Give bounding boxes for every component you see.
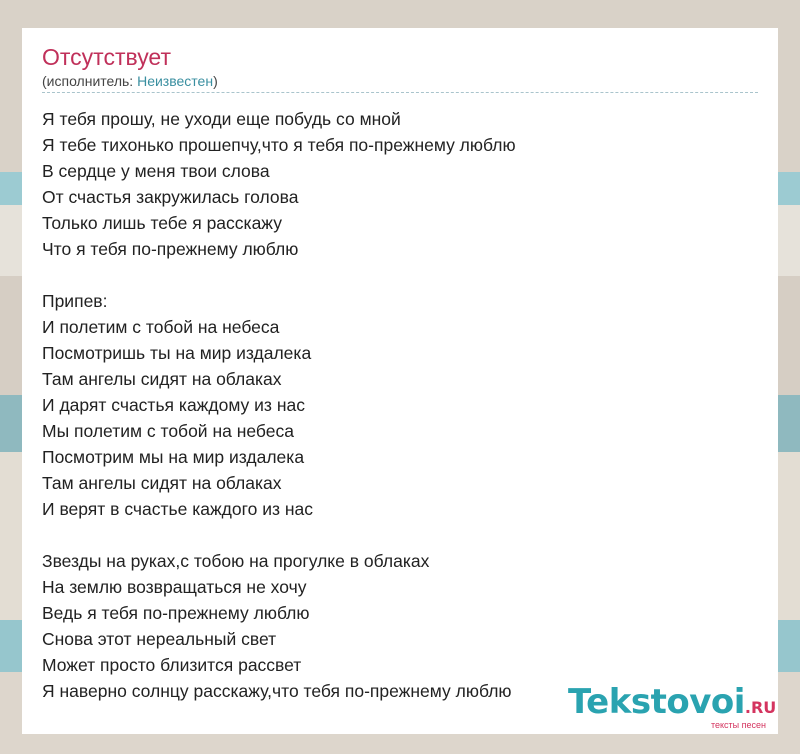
chorus-label: Припев: — [42, 291, 108, 311]
lyric-line: Звезды на руках,с тобою на прогулке в облаках — [42, 551, 430, 571]
lyric-line: Я наверно солнцу расскажу,что тебя по-прежнему люблю — [42, 681, 512, 701]
lyric-line: И дарят счастья каждому из нас — [42, 395, 305, 415]
lyric-line: От счастья закружилась голова — [42, 187, 299, 207]
lyric-line: Может просто близится рассвет — [42, 655, 302, 675]
logo-domain: .RU — [744, 698, 777, 717]
lyric-line: Там ангелы сидят на облаках — [42, 473, 282, 493]
lyric-line: Мы полетим с тобой на небеса — [42, 421, 294, 441]
logo-tagline: тексты песен — [710, 720, 766, 730]
site-logo[interactable] — [568, 682, 777, 732]
lyric-line: Посмотрим мы на мир издалека — [42, 447, 305, 467]
lyric-line: Что я тебя по-прежнему люблю — [42, 239, 299, 259]
artist-line — [42, 73, 218, 89]
lyric-line: Снова этот нереальный свет — [42, 629, 277, 649]
lyrics-text — [42, 106, 762, 704]
lyrics-card — [22, 28, 778, 734]
lyric-line: Посмотришь ты на мир издалека — [42, 343, 312, 363]
lyric-line: Только лишь тебе я расскажу — [42, 213, 282, 233]
stanza-break — [42, 522, 762, 548]
song-title: Отсутствует — [42, 44, 171, 70]
lyric-line: Там ангелы сидят на облаках — [42, 369, 282, 389]
lyric-line: Я тебя прошу, не уходи еще побудь со мной — [42, 109, 401, 129]
lyric-line: На землю возвращаться не хочу — [42, 577, 307, 597]
artist-prefix: (исполнитель: — [42, 73, 138, 89]
lyric-line: Я тебе тихонько прошепчу,что я тебя по-прежнему люблю — [42, 135, 516, 155]
artist-suffix: ) — [213, 73, 218, 89]
logo-main-text: Tekstovoi — [568, 682, 745, 722]
lyric-line: Ведь я тебя по-прежнему люблю — [42, 603, 310, 623]
title-divider — [42, 92, 758, 93]
lyric-line: И полетим с тобой на небеса — [42, 317, 280, 337]
lyric-line: В сердце у меня твои слова — [42, 161, 270, 181]
lyric-line: И верят в счастье каждого из нас — [42, 499, 314, 519]
artist-link[interactable]: Неизвестен — [137, 73, 214, 89]
stanza-break — [42, 262, 762, 288]
